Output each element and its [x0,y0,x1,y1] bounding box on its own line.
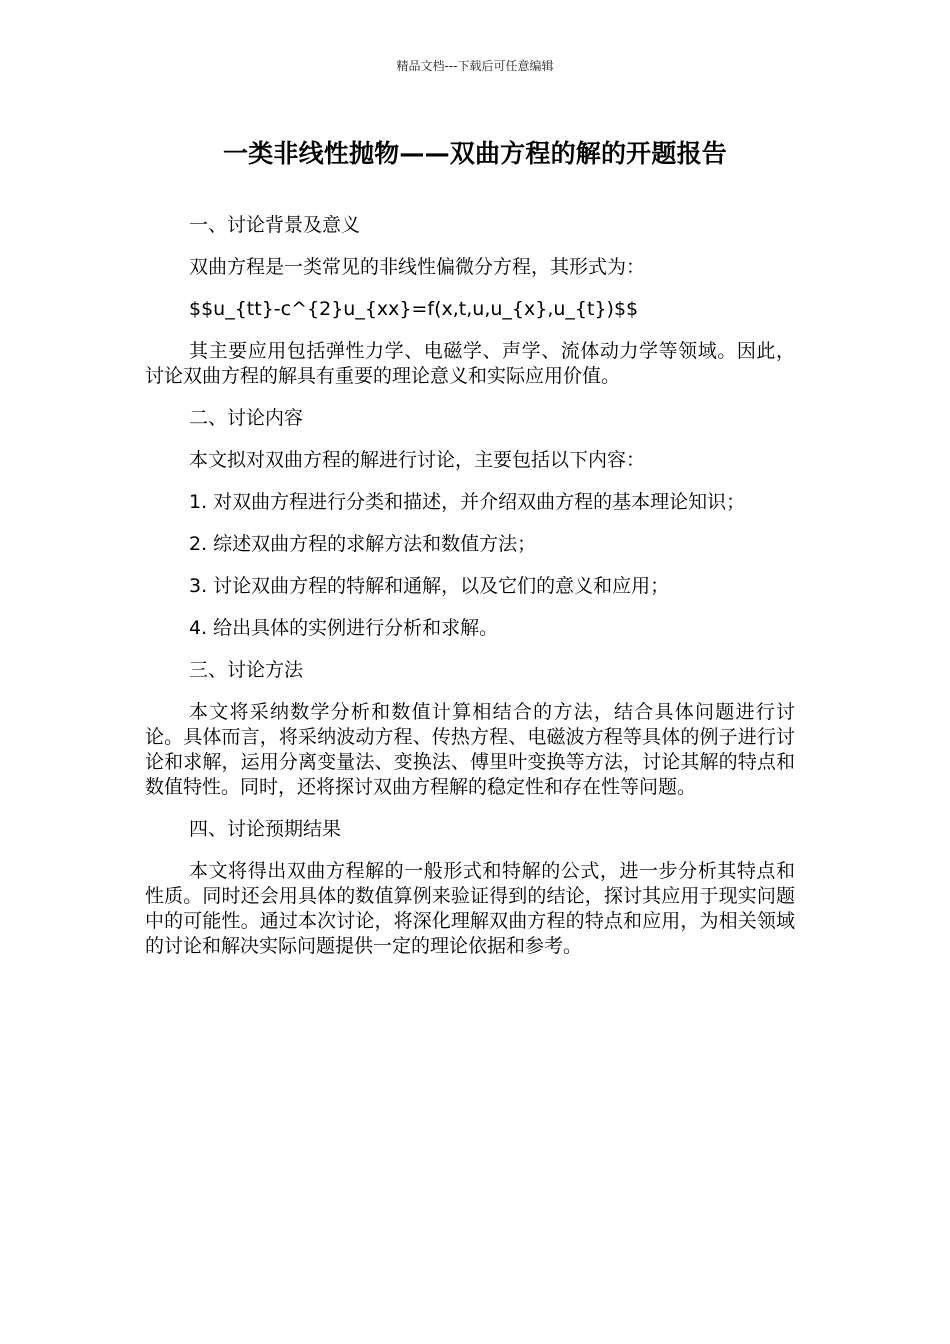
section-heading-background: 一、讨论背景及意义 [189,214,361,236]
paragraph-content-intro: 本文拟对双曲方程的解进行讨论，主要包括以下内容： [189,449,646,471]
list-item-1: 1. 对双曲方程进行分类和描述，并介绍双曲方程的基本理论知识； [189,491,746,513]
paragraph-method: 本文将采纳数学分析和数值计算相结合的方法，结合具体问题进行讨论。具体而言，将采纳波动方程、传热方程、电磁波方程等具体的例子进行讨论和求解，运用分离变量法、变换法、傅里叶变换等方法，讨论其解的特点和数值特性。同时，还将探讨双曲方程解的稳定性和存在性等问题。 [145,701,795,798]
list-item-3: 3. 讨论双曲方程的特解和通解，以及它们的意义和应用； [189,575,670,597]
paragraph-definition: 双曲方程是一类常见的非线性偏微分方程，其形式为： [189,256,646,278]
header-note: 精品文档---下载后可任意编辑 [396,59,554,73]
document-title: 一类非线性抛物——双曲方程的解的开题报告 [222,139,727,168]
document-body [145,213,795,959]
equation-text: $$u_{tt}-c^{2}u_{xx}=f(x,t,u,u_{x},u_{t})$$ [189,298,639,320]
list-item-4: 4. 给出具体的实例进行分析和求解。 [189,617,499,639]
section-heading-content: 二、讨论内容 [189,407,304,429]
section-heading-method: 三、讨论方法 [189,659,304,681]
paragraph-expected-results: 本文将得出双曲方程解的一般形式和特解的公式，进一步分析其特点和性质。同时还会用具体的数值算例来验证得到的结论，探讨其应用于现实问题中的可能性。通过本次讨论，将深化理解双曲方程的特点和应用，为相关领域的讨论和解决实际问题提供一定的理论依据和参考。 [145,860,795,957]
paragraph-applications: 其主要应用包括弹性力学、电磁学、声学、流体动力学等领域。因此，讨论双曲方程的解具有重要的理论意义和实际应用价值。 [145,340,795,387]
section-heading-expected-results: 四、讨论预期结果 [189,818,342,840]
list-item-2: 2. 综述双曲方程的求解方法和数值方法； [189,533,537,555]
